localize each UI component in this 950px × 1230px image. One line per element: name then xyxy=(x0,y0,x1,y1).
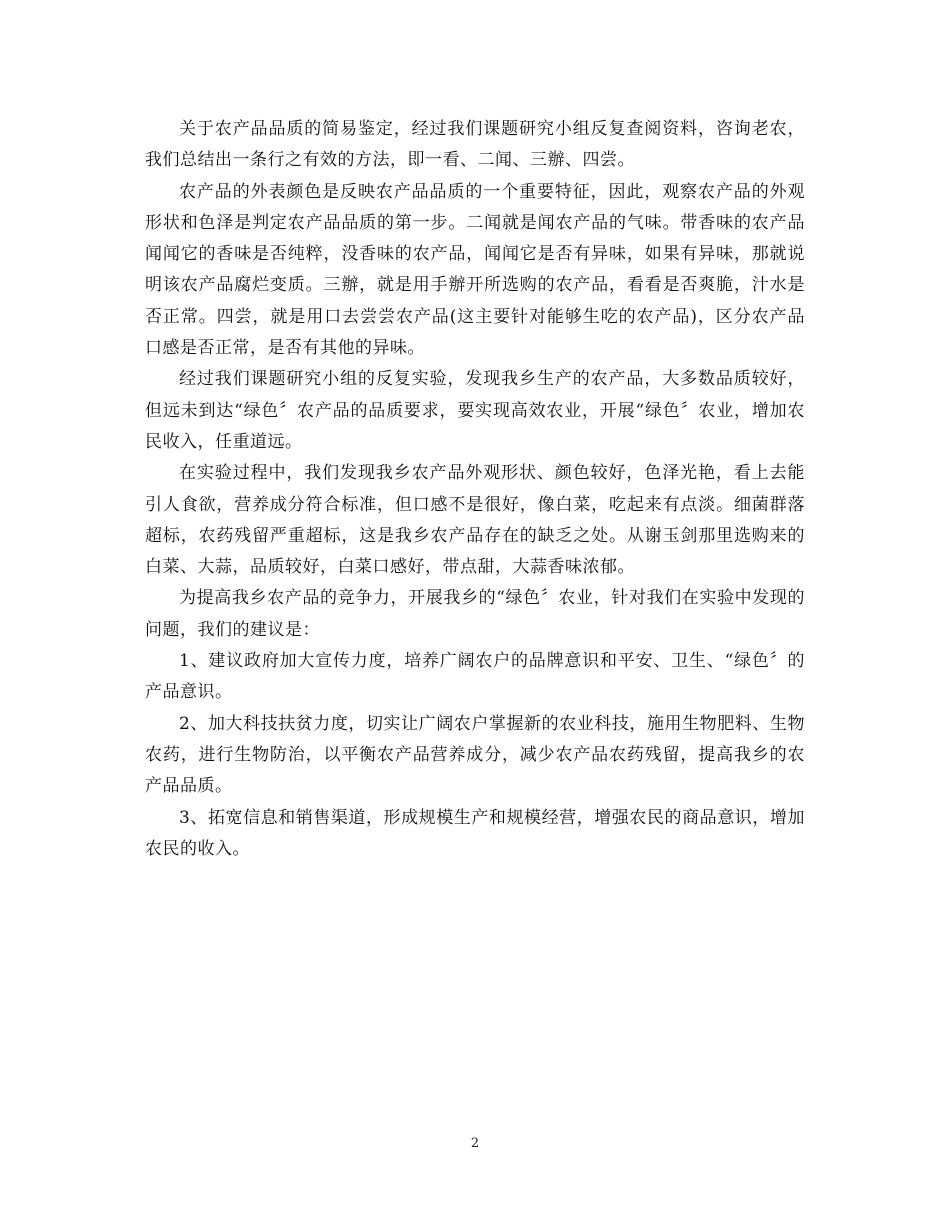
paragraph-4: 在实验过程中，我们发现我乡农产品外观形状、颜色较好，色泽光艳，看上去能引人食欲，营养成分符合标准，但口感不是很好，像白菜，吃起来有点淡。细菌群落超标，农药残留严重超标，这是我乡农产品存在的缺乏之处。从谢玉剑那里选购来的白菜、大蒜，品质较好，白菜口感好，带点甜，大蒜香味浓郁。 xyxy=(145,463,805,578)
page-number: 2 xyxy=(470,1136,480,1151)
paragraph-6: 1、建议政府加大宣传力度，培养广阔农户的品牌意识和平安、卫生、“绿色〞的产品意识。 xyxy=(145,651,805,703)
paragraph-3: 经过我们课题研究小组的反复实验，发现我乡生产的农产品，大多数品质较好，但远未到达“绿色〞农产品的品质要求，要实现高效农业，开展“绿色〞农业，增加农民收入，任重道远。 xyxy=(145,369,805,452)
document-body xyxy=(145,114,805,865)
paragraph-7: 2、加大科技扶贫力度，切实让广阔农户掌握新的农业科技，施用生物肥料、生物农药，进行生物防治，以平衡农产品营养成分，减少农产品农药残留，提高我乡的农产品品质。 xyxy=(145,713,805,797)
paragraph-1: 关于农产品品质的简易鉴定，经过我们课题研究小组反复查阅资料，咨询老农，我们总结出一条行之有效的方法，即一看、二闻、三辦、四尝。 xyxy=(145,119,805,171)
paragraph-2: 农产品的外表颜色是反映农产品品质的一个重要特征，因此，观察农产品的外观形状和色泽是判定农产品品质的第一步。二闻就是闻农产品的气味。带香味的农产品闻闻它的香味是否纯粹，没香味的农产品，闻闻它是否有异味，如果有异味，那就说明该农产品腐烂变质。三辦，就是用手辦开所选购的农产品，看看是否爽脆，汁水是否正常。四尝，就是用口去尝尝农产品(这主要针对能够生吃的农产品)，区分农产品口感是否正常，是否有其他的异味。 xyxy=(145,181,805,359)
paragraph-8: 3、拓宽信息和销售渠道，形成规模生产和规模经营，增强农民的商品意识，增加农民的收入。 xyxy=(145,807,805,859)
paragraph-5: 为提高我乡农产品的竞争力，开展我乡的“绿色〞农业，针对我们在实验中发现的问题，我们的建议是： xyxy=(145,588,805,640)
